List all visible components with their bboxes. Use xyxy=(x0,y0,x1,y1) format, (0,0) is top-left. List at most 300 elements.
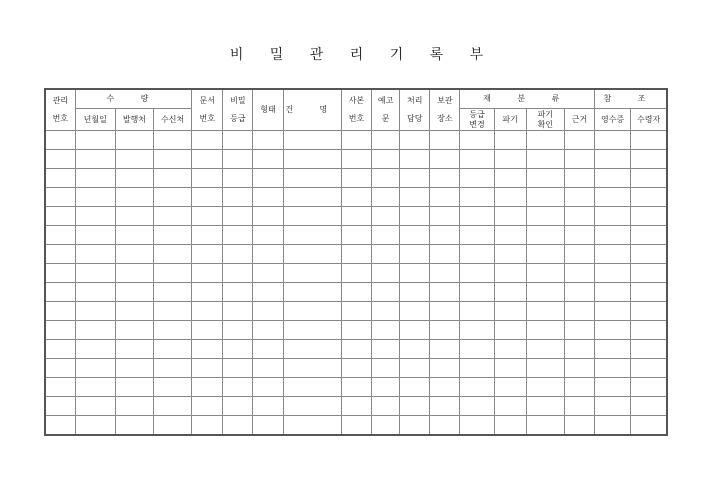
table-cell xyxy=(494,397,526,416)
table-cell xyxy=(154,207,192,226)
table-cell xyxy=(526,302,564,321)
table-cell xyxy=(283,245,341,264)
table-cell xyxy=(631,207,667,226)
table-cell xyxy=(595,302,631,321)
table-cell xyxy=(192,416,223,436)
table-cell xyxy=(372,416,400,436)
header-management-number-line1: 관리 xyxy=(52,96,69,105)
table-cell xyxy=(526,131,564,150)
table-cell xyxy=(154,321,192,340)
table-cell xyxy=(115,131,153,150)
table-cell xyxy=(115,207,153,226)
header-document-number xyxy=(192,89,223,131)
table-cell xyxy=(494,264,526,283)
table-cell xyxy=(494,416,526,436)
table-cell xyxy=(115,321,153,340)
table-cell xyxy=(223,169,253,188)
header-handler-line2: 담당 xyxy=(406,114,423,123)
header-reference: 참 조 xyxy=(595,89,667,109)
table-cell xyxy=(341,378,371,397)
table-cell xyxy=(372,359,400,378)
header-preface xyxy=(372,89,400,131)
table-cell xyxy=(115,302,153,321)
header-grade-change xyxy=(460,109,494,131)
table-cell xyxy=(631,188,667,207)
table-cell xyxy=(430,169,460,188)
table-cell xyxy=(460,397,494,416)
header-grade-change-line1: 등급 xyxy=(469,109,485,119)
table-cell xyxy=(460,340,494,359)
table-cell xyxy=(564,321,594,340)
table-cell xyxy=(341,245,371,264)
table-cell xyxy=(341,340,371,359)
table-row xyxy=(45,245,667,264)
table-row xyxy=(45,378,667,397)
table-cell xyxy=(341,283,371,302)
table-cell xyxy=(253,378,283,397)
table-cell xyxy=(400,359,430,378)
table-cell xyxy=(400,245,430,264)
table-cell xyxy=(372,188,400,207)
table-cell xyxy=(631,302,667,321)
table-cell xyxy=(45,169,75,188)
table-cell xyxy=(631,321,667,340)
table-cell xyxy=(75,283,115,302)
header-handler xyxy=(400,89,430,131)
table-cell xyxy=(430,150,460,169)
table-cell xyxy=(460,359,494,378)
table-cell xyxy=(460,302,494,321)
table-cell xyxy=(341,397,371,416)
table-cell xyxy=(283,378,341,397)
table-cell xyxy=(595,378,631,397)
table-cell xyxy=(45,207,75,226)
table-cell xyxy=(45,321,75,340)
table-cell xyxy=(115,397,153,416)
table-cell xyxy=(192,397,223,416)
table-cell xyxy=(154,340,192,359)
table-cell xyxy=(223,378,253,397)
table-cell xyxy=(372,226,400,245)
table-cell xyxy=(253,188,283,207)
table-cell xyxy=(564,150,594,169)
table-cell xyxy=(253,321,283,340)
table-cell xyxy=(460,207,494,226)
table-cell xyxy=(460,188,494,207)
table-cell xyxy=(75,131,115,150)
table-cell xyxy=(595,397,631,416)
table-cell xyxy=(192,207,223,226)
table-cell xyxy=(494,302,526,321)
table-cell xyxy=(595,207,631,226)
table-cell xyxy=(460,226,494,245)
table-cell xyxy=(75,226,115,245)
table-cell xyxy=(372,283,400,302)
table-cell xyxy=(223,321,253,340)
header-copy-number-line2: 번호 xyxy=(348,114,365,123)
header-preface-line1: 예고 xyxy=(377,96,394,105)
table-cell xyxy=(564,264,594,283)
table-cell xyxy=(341,226,371,245)
table-cell xyxy=(564,245,594,264)
table-cell xyxy=(75,207,115,226)
table-cell xyxy=(595,359,631,378)
header-copy-number-line1: 사본 xyxy=(348,96,365,105)
table-cell xyxy=(595,245,631,264)
table-cell xyxy=(494,245,526,264)
table-cell xyxy=(400,302,430,321)
table-cell xyxy=(45,397,75,416)
table-cell xyxy=(115,226,153,245)
table-cell xyxy=(283,131,341,150)
header-handler-line1: 처리 xyxy=(406,96,423,105)
table-cell xyxy=(631,416,667,436)
table-row xyxy=(45,131,667,150)
table-cell xyxy=(283,359,341,378)
header-basis: 근거 xyxy=(564,109,594,131)
table-cell xyxy=(341,359,371,378)
table-cell xyxy=(526,169,564,188)
header-date: 년월일 xyxy=(75,109,115,131)
table-cell xyxy=(430,131,460,150)
table-cell xyxy=(45,283,75,302)
table-cell xyxy=(223,131,253,150)
table-cell xyxy=(223,264,253,283)
table-cell xyxy=(223,340,253,359)
table-cell xyxy=(526,245,564,264)
table-cell xyxy=(192,340,223,359)
table-cell xyxy=(494,283,526,302)
table-cell xyxy=(430,188,460,207)
table-cell xyxy=(283,264,341,283)
table-cell xyxy=(75,245,115,264)
table-cell xyxy=(192,150,223,169)
table-cell xyxy=(283,226,341,245)
header-document-number-line1: 문서 xyxy=(199,96,215,105)
table-cell xyxy=(526,359,564,378)
table-cell xyxy=(115,169,153,188)
table-cell xyxy=(223,150,253,169)
table-cell xyxy=(430,302,460,321)
table-cell xyxy=(115,340,153,359)
table-cell xyxy=(283,340,341,359)
table-row xyxy=(45,207,667,226)
table-cell xyxy=(192,302,223,321)
table-cell xyxy=(115,416,153,436)
table-cell xyxy=(45,378,75,397)
header-document-number-line2: 번호 xyxy=(199,114,215,123)
table-cell xyxy=(45,131,75,150)
table-cell xyxy=(460,264,494,283)
table-cell xyxy=(154,397,192,416)
table-cell xyxy=(526,378,564,397)
table-cell xyxy=(253,245,283,264)
table-cell xyxy=(283,397,341,416)
table-cell xyxy=(494,359,526,378)
table-row xyxy=(45,150,667,169)
table-cell xyxy=(341,131,371,150)
table-cell xyxy=(253,169,283,188)
table-cell xyxy=(115,245,153,264)
header-issuer: 발행처 xyxy=(115,109,153,131)
table-cell xyxy=(564,188,594,207)
table-cell xyxy=(341,264,371,283)
table-cell xyxy=(45,150,75,169)
table-cell xyxy=(75,416,115,436)
header-storage-location-line2: 장소 xyxy=(437,114,453,123)
header-receipt: 수 량 xyxy=(75,89,192,109)
table-row xyxy=(45,226,667,245)
table-cell xyxy=(564,302,594,321)
table-cell xyxy=(494,169,526,188)
table-cell xyxy=(430,321,460,340)
table-row xyxy=(45,416,667,436)
header-subject: 건 명 xyxy=(283,89,341,131)
table-cell xyxy=(460,169,494,188)
table-cell xyxy=(400,188,430,207)
table-cell xyxy=(45,340,75,359)
table-cell xyxy=(430,359,460,378)
table-cell xyxy=(400,321,430,340)
table-cell xyxy=(595,340,631,359)
table-cell xyxy=(154,416,192,436)
header-copy-number xyxy=(341,89,371,131)
table-cell xyxy=(400,207,430,226)
table-cell xyxy=(192,378,223,397)
table-cell xyxy=(631,131,667,150)
table-cell xyxy=(154,150,192,169)
table-cell xyxy=(460,283,494,302)
table-cell xyxy=(283,169,341,188)
table-cell xyxy=(223,207,253,226)
table-cell xyxy=(253,359,283,378)
table-cell xyxy=(631,283,667,302)
table-cell xyxy=(564,207,594,226)
table-cell xyxy=(430,264,460,283)
table-cell xyxy=(223,245,253,264)
table-cell xyxy=(631,359,667,378)
table-cell xyxy=(494,150,526,169)
header-receiver: 수령자 xyxy=(631,109,667,131)
table-cell xyxy=(372,245,400,264)
table-cell xyxy=(45,245,75,264)
table-cell xyxy=(75,397,115,416)
table-cell xyxy=(400,150,430,169)
table-cell xyxy=(283,302,341,321)
table-cell xyxy=(526,207,564,226)
table-cell xyxy=(494,321,526,340)
table-cell xyxy=(526,226,564,245)
table-cell xyxy=(595,188,631,207)
table-cell xyxy=(372,340,400,359)
table-cell xyxy=(372,131,400,150)
table-cell xyxy=(494,131,526,150)
table-cell xyxy=(45,416,75,436)
table-cell xyxy=(430,226,460,245)
table-cell xyxy=(430,207,460,226)
table-cell xyxy=(564,416,594,436)
table-cell xyxy=(372,397,400,416)
table-cell xyxy=(564,283,594,302)
table-cell xyxy=(341,207,371,226)
table-cell xyxy=(192,283,223,302)
ledger-body xyxy=(45,131,667,436)
table-cell xyxy=(75,359,115,378)
header-destroy: 파기 xyxy=(494,109,526,131)
secret-management-ledger-table xyxy=(44,88,668,436)
table-cell xyxy=(253,283,283,302)
table-cell xyxy=(75,340,115,359)
table-cell xyxy=(283,150,341,169)
table-cell xyxy=(400,340,430,359)
table-row xyxy=(45,397,667,416)
table-cell xyxy=(400,131,430,150)
table-cell xyxy=(400,283,430,302)
table-cell xyxy=(460,378,494,397)
table-cell xyxy=(192,264,223,283)
header-secret-level-line1: 비밀 xyxy=(230,96,246,105)
table-cell xyxy=(154,169,192,188)
table-cell xyxy=(253,340,283,359)
header-storage-location-line1: 보관 xyxy=(437,96,453,105)
table-row xyxy=(45,283,667,302)
table-cell xyxy=(223,302,253,321)
header-secret-level-line2: 등급 xyxy=(230,114,246,123)
table-cell xyxy=(75,188,115,207)
table-cell xyxy=(564,397,594,416)
table-cell xyxy=(192,169,223,188)
table-cell xyxy=(526,321,564,340)
table-cell xyxy=(372,264,400,283)
table-cell xyxy=(253,416,283,436)
table-cell xyxy=(494,378,526,397)
table-cell xyxy=(400,416,430,436)
table-row xyxy=(45,340,667,359)
table-cell xyxy=(223,397,253,416)
table-cell xyxy=(45,188,75,207)
table-cell xyxy=(192,359,223,378)
table-cell xyxy=(253,397,283,416)
table-cell xyxy=(564,226,594,245)
table-cell xyxy=(45,264,75,283)
table-cell xyxy=(430,283,460,302)
table-cell xyxy=(45,302,75,321)
table-cell xyxy=(372,378,400,397)
table-cell xyxy=(223,226,253,245)
table-cell xyxy=(430,378,460,397)
header-management-number-line2: 번호 xyxy=(52,114,69,123)
table-cell xyxy=(595,169,631,188)
table-cell xyxy=(372,150,400,169)
table-row xyxy=(45,359,667,378)
table-cell xyxy=(400,226,430,245)
table-cell xyxy=(223,359,253,378)
table-cell xyxy=(223,283,253,302)
table-cell xyxy=(631,397,667,416)
table-cell xyxy=(283,416,341,436)
table-cell xyxy=(631,245,667,264)
table-cell xyxy=(253,226,283,245)
header-receipt-document: 영수증 xyxy=(595,109,631,131)
table-cell xyxy=(154,188,192,207)
table-cell xyxy=(564,340,594,359)
table-cell xyxy=(526,264,564,283)
table-cell xyxy=(154,359,192,378)
table-cell xyxy=(400,378,430,397)
table-cell xyxy=(430,340,460,359)
table-cell xyxy=(526,283,564,302)
table-cell xyxy=(115,359,153,378)
table-cell xyxy=(372,207,400,226)
table-cell xyxy=(631,169,667,188)
table-cell xyxy=(283,321,341,340)
table-cell xyxy=(283,207,341,226)
table-cell xyxy=(341,150,371,169)
table-cell xyxy=(631,150,667,169)
table-cell xyxy=(400,264,430,283)
table-cell xyxy=(223,188,253,207)
header-destroy-confirm-line2: 확인 xyxy=(537,119,554,129)
document-title: 비 밀 관 리 기 록 부 xyxy=(229,47,495,63)
table-cell xyxy=(564,359,594,378)
table-row xyxy=(45,302,667,321)
table-cell xyxy=(430,416,460,436)
table-cell xyxy=(595,283,631,302)
table-cell xyxy=(115,188,153,207)
table-row xyxy=(45,188,667,207)
table-cell xyxy=(192,188,223,207)
table-cell xyxy=(253,131,283,150)
table-cell xyxy=(115,283,153,302)
table-cell xyxy=(192,226,223,245)
table-cell xyxy=(154,131,192,150)
table-cell xyxy=(115,378,153,397)
table-cell xyxy=(460,245,494,264)
table-cell xyxy=(341,416,371,436)
table-cell xyxy=(192,245,223,264)
table-cell xyxy=(75,264,115,283)
table-cell xyxy=(154,264,192,283)
table-cell xyxy=(372,302,400,321)
header-management-number xyxy=(45,89,75,131)
table-cell xyxy=(430,245,460,264)
table-cell xyxy=(460,321,494,340)
table-cell xyxy=(154,226,192,245)
table-cell xyxy=(526,416,564,436)
table-cell xyxy=(494,188,526,207)
table-cell xyxy=(372,321,400,340)
table-cell xyxy=(631,226,667,245)
table-cell xyxy=(494,340,526,359)
table-cell xyxy=(400,169,430,188)
table-row xyxy=(45,169,667,188)
header-reclassification: 재 분 류 xyxy=(460,89,595,109)
header-storage-location xyxy=(430,89,460,131)
table-cell xyxy=(341,188,371,207)
table-cell xyxy=(115,264,153,283)
table-cell xyxy=(75,378,115,397)
table-cell xyxy=(341,169,371,188)
table-cell xyxy=(75,302,115,321)
table-cell xyxy=(253,150,283,169)
header-destroy-confirm xyxy=(526,109,564,131)
table-cell xyxy=(564,131,594,150)
header-grade-change-line2: 변경 xyxy=(469,119,485,129)
table-cell xyxy=(460,150,494,169)
table-cell xyxy=(526,397,564,416)
table-row xyxy=(45,264,667,283)
table-cell xyxy=(253,302,283,321)
